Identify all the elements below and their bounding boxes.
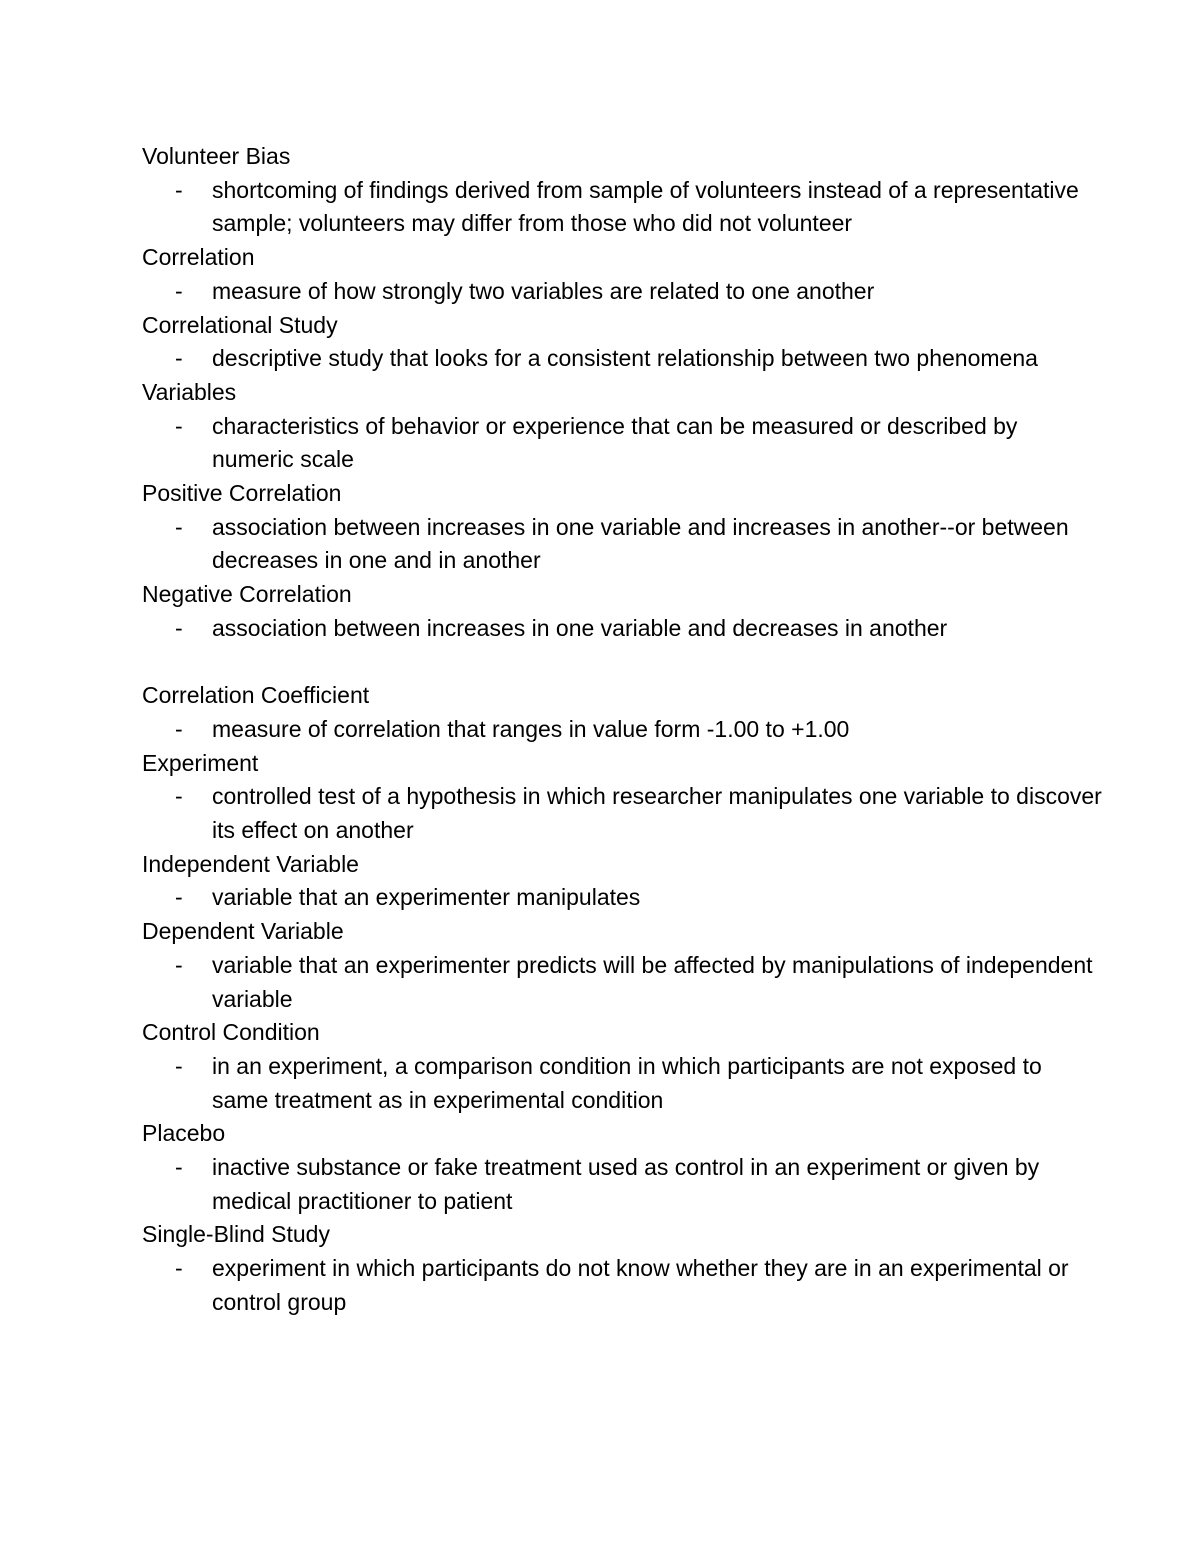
definition-list [142, 1050, 1102, 1117]
glossary-entry [142, 477, 1102, 578]
definition-item [142, 612, 1102, 646]
bullet-dash: - [175, 176, 183, 203]
definition-text: characteristics of behavior or experience that can be measured or described by numeric scale [212, 412, 1018, 473]
bullet-dash: - [175, 884, 183, 911]
glossary-entry [142, 140, 1102, 241]
bullet-dash: - [175, 1052, 183, 1079]
definition-item [142, 342, 1102, 376]
definition-text: association between increases in one variable and decreases in another [212, 614, 948, 641]
definition-text: inactive substance or fake treatment used as control in an experiment or given by medical practitioner to patient [212, 1154, 1040, 1214]
glossary-entry [142, 679, 1102, 746]
glossary-entry [142, 241, 1102, 308]
definition-list [142, 1252, 1102, 1319]
definition-list [142, 1151, 1102, 1218]
term-heading: Positive Correlation [142, 480, 342, 507]
glossary-entry [142, 747, 1102, 848]
definition-text: variable that an experimenter manipulates [212, 884, 641, 911]
bullet-dash: - [175, 614, 183, 641]
term-heading: Variables [142, 378, 237, 405]
definition-item [142, 410, 1102, 477]
glossary-entry [142, 309, 1102, 376]
definition-item [142, 949, 1102, 1016]
bullet-dash: - [175, 1255, 183, 1282]
glossary-entry [142, 848, 1102, 915]
definition-text: association between increases in one variable and increases in another--or between decreases in one and in another [212, 513, 1069, 574]
definition-text: shortcoming of findings derived from sample of volunteers instead of a representative sample; volunteers may differ from those who did not volunteer [212, 176, 1079, 237]
definition-item [142, 511, 1102, 578]
bullet-dash: - [175, 1154, 183, 1181]
glossary [142, 140, 1102, 1320]
glossary-entry [142, 1218, 1102, 1319]
definition-list [142, 881, 1102, 915]
definition-list [142, 174, 1102, 241]
definition-list [142, 410, 1102, 477]
definition-item [142, 174, 1102, 241]
bullet-dash: - [175, 412, 183, 439]
term-heading: Correlation Coefficient [142, 682, 370, 709]
definition-text: measure of correlation that ranges in value form -1.00 to +1.00 [212, 715, 850, 742]
term-heading: Independent Variable [142, 850, 359, 877]
bullet-dash: - [175, 783, 183, 810]
glossary-entry [142, 1117, 1102, 1218]
term-heading: Placebo [142, 1120, 226, 1147]
definition-item [142, 780, 1102, 847]
glossary-entry [142, 915, 1102, 1016]
definition-list [142, 780, 1102, 847]
definition-item [142, 1252, 1102, 1319]
definition-item [142, 881, 1102, 915]
term-heading: Negative Correlation [142, 581, 352, 608]
definition-text: in an experiment, a comparison condition in which participants are not exposed to same treatment as in experimental condition [212, 1052, 1042, 1113]
term-heading: Correlation [142, 244, 255, 271]
definition-list [142, 612, 1102, 646]
bullet-dash: - [175, 951, 183, 978]
definition-text: controlled test of a hypothesis in which researcher manipulates one variable to discover its effect on another [212, 783, 1102, 844]
definition-list [142, 275, 1102, 309]
definition-list [142, 342, 1102, 376]
definition-item [142, 1151, 1102, 1218]
bullet-dash: - [175, 715, 183, 742]
blank-line [142, 646, 1102, 680]
term-heading: Experiment [142, 749, 259, 776]
bullet-dash: - [175, 513, 183, 540]
definition-text: variable that an experimenter predicts will be affected by manipulations of independent variable [212, 951, 1093, 1012]
bullet-dash: - [175, 345, 183, 372]
bullet-dash: - [175, 277, 183, 304]
term-heading: Correlational Study [142, 311, 338, 338]
term-heading: Single-Blind Study [142, 1221, 330, 1248]
definition-list [142, 511, 1102, 578]
definition-item [142, 275, 1102, 309]
glossary-entry [142, 578, 1102, 645]
definition-text: descriptive study that looks for a consistent relationship between two phenomena [212, 345, 1038, 372]
definition-list [142, 949, 1102, 1016]
term-heading: Control Condition [142, 1019, 320, 1046]
term-heading: Volunteer Bias [142, 143, 291, 169]
definition-item [142, 1050, 1102, 1117]
definition-item [142, 713, 1102, 747]
glossary-entry [142, 376, 1102, 477]
definition-text: measure of how strongly two variables are related to one another [212, 277, 875, 304]
definition-list [142, 713, 1102, 747]
term-heading: Dependent Variable [142, 918, 344, 945]
glossary-entry [142, 1016, 1102, 1117]
definition-text: experiment in which participants do not know whether they are in an experimental or control group [212, 1255, 1069, 1315]
